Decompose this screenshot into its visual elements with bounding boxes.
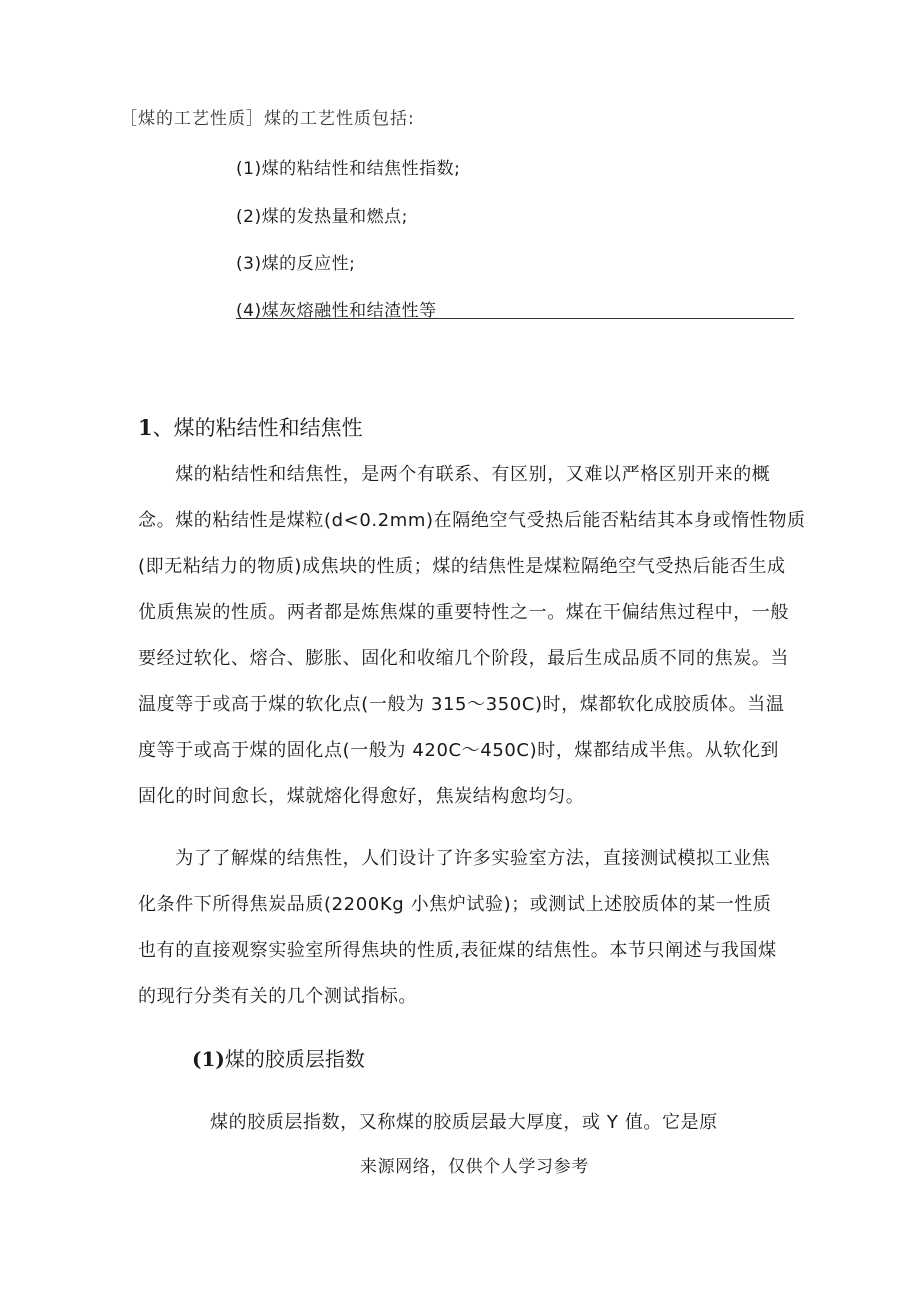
list-item-4: (4)煤灰熔融性和结渣性等 [236,301,437,321]
paragraph-line: 温度等于或高于煤的软化点(一般为 315～350C)时，煤都软化成胶质体。当温 [138,694,785,715]
list-item-3: (3)煤的反应性; [236,254,356,274]
paragraph-line: 为了了解煤的结焦性，人们设计了许多实验室方法，直接测试模拟工业焦 [138,848,771,869]
paragraph-1 [138,452,806,820]
paragraph-line: 度等于或高于煤的固化点(一般为 420C～450C)时，煤都结成半焦。从软化到 [138,740,780,761]
intro-text: ［煤的工艺性质］煤的工艺性质包括: [120,109,415,129]
divider-line [236,318,794,319]
section-heading [138,412,363,442]
paragraph-2 [138,836,790,1020]
section-title: 、煤的粘结性和结焦性 [152,416,363,440]
paragraph-line: 要经过软化、熔合、膨胀、固化和收缩几个阶段，最后生成品质不同的焦炭。当 [138,648,789,669]
paragraph-line: 念。煤的粘结性是煤粒(d<0.2mm)在隔绝空气受热后能否粘结其本身或惰性物质 [138,510,806,531]
list-item-2: (2)煤的发热量和燃点; [236,207,408,227]
list-item-1: (1)煤的粘结性和结焦性指数; [236,159,461,179]
section-number: 1 [138,415,153,440]
footer-note: 来源网络，仅供个人学习参考 [360,1157,589,1177]
paragraph-line: 固化的时间愈长，煤就熔化得愈好，焦炭结构愈均匀。 [138,786,585,807]
subsection-number: (1) [192,1047,225,1071]
paragraph-line: 也有的直接观察实验室所得焦块的性质,表征煤的结焦性。本节只阐述与我国煤 [138,940,777,961]
subsection-heading [192,1043,365,1072]
subsection-title: 煤的胶质层指数 [224,1047,365,1071]
paragraph-line: 优质焦炭的性质。两者都是炼焦煤的重要特性之一。煤在干偏结焦过程中，一般 [138,602,789,623]
paragraph-line: 煤的粘结性和结焦性，是两个有联系、有区别，又难以严格区别开来的概 [138,464,771,485]
paragraph-line: 化条件下所得焦炭品质(2200Kg 小焦炉试验)；或测试上述胶质体的某一性质 [138,894,772,915]
paragraph-line: 的现行分类有关的几个测试指标。 [138,986,417,1007]
paragraph-line: (即无粘结力的物质)成焦块的性质；煤的结焦性是煤粒隔绝空气受热后能否生成 [138,556,786,577]
subsection-text: 煤的胶质层指数，又称煤的胶质层最大厚度，或 Y 值。它是原 [210,1112,718,1133]
